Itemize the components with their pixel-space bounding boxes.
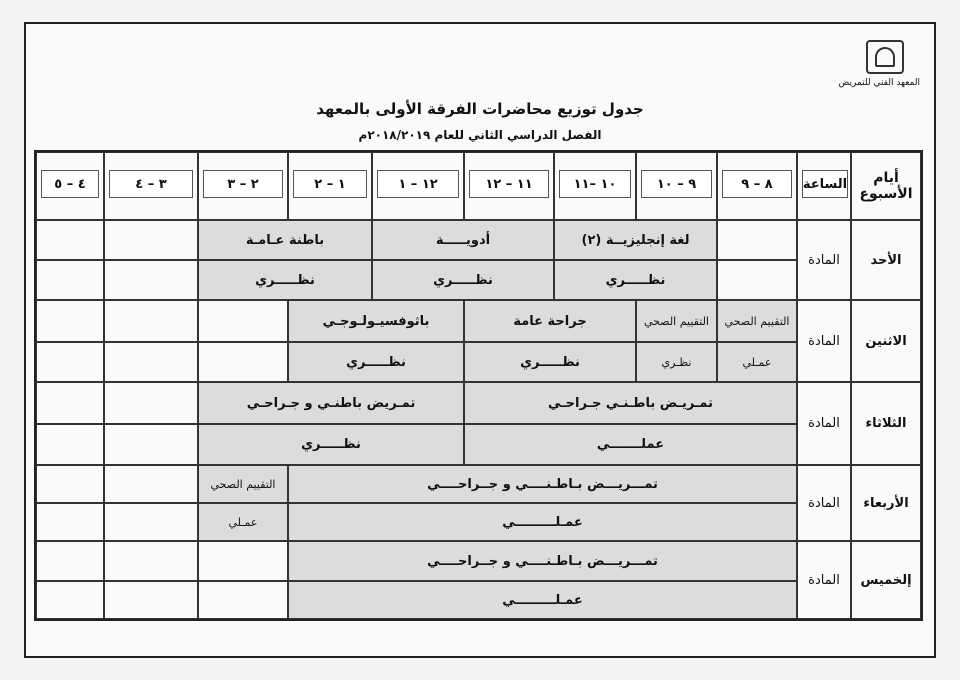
empty-cell: [198, 300, 288, 342]
empty-cell: [36, 220, 104, 260]
tue-type-2: نظـــــري: [198, 424, 464, 465]
page-title: جدول توزيع محاضرات الفرقة الأولى بالمعهد: [316, 100, 644, 118]
mon-type-2: نظـري: [636, 342, 717, 382]
tue-subject-2: تمـريض باطنـي و جـراحـي: [198, 382, 464, 424]
tue-type-1: عملـــــــي: [464, 424, 797, 465]
empty-cell: [104, 503, 198, 541]
subject-label: المادة: [797, 220, 851, 300]
sun-subject-2: أدويـــــة: [372, 220, 554, 260]
mon-subject-4: باثوفسيـولـوجـي: [288, 300, 464, 342]
hour-header: الساعة: [802, 170, 848, 198]
tue-subject-1: تمـريـض باطـنـي جـراحـي: [464, 382, 797, 424]
slot-header-5: ١٢ – ١: [377, 170, 459, 198]
empty-cell: [717, 220, 797, 260]
empty-cell: [104, 300, 198, 342]
day-sunday: الأحد: [851, 220, 921, 300]
slot-header-9: ٤ – ٥: [41, 170, 99, 198]
page-subtitle: الفصل الدراسي الثاني للعام ٢٠١٨/٢٠١٩م: [358, 128, 602, 142]
slot-header-8: ٣ – ٤: [109, 170, 193, 198]
empty-cell: [36, 382, 104, 424]
mon-type-3: نظـــــري: [464, 342, 636, 382]
slot-header-4: ١١ – ١٢: [469, 170, 549, 198]
empty-cell: [36, 300, 104, 342]
sun-type-1: نظـــــري: [554, 260, 717, 300]
sun-subject-1: لغة إنجليزيــة (٢): [554, 220, 717, 260]
empty-cell: [198, 541, 288, 581]
empty-cell: [104, 342, 198, 382]
mon-subject-1: التقييم الصحي: [717, 300, 797, 342]
day-thursday: إلخميس: [851, 541, 921, 619]
institute-name: المعهد الفني للتمريض: [838, 78, 920, 88]
empty-cell: [198, 581, 288, 619]
empty-cell: [36, 465, 104, 503]
slot-header-6: ١ – ٢: [293, 170, 367, 198]
subject-label: المادة: [797, 300, 851, 382]
empty-cell: [104, 382, 198, 424]
empty-cell: [104, 424, 198, 465]
empty-cell: [717, 260, 797, 300]
wed-type-1: عمـلـــــــــي: [288, 503, 797, 541]
subject-label: المادة: [797, 465, 851, 541]
empty-cell: [36, 342, 104, 382]
schedule-table: [34, 150, 923, 621]
empty-cell: [104, 465, 198, 503]
days-header: أيام الأسبوع: [851, 152, 921, 220]
empty-cell: [36, 503, 104, 541]
mon-type-4: نظـــــري: [288, 342, 464, 382]
mon-type-1: عمـلي: [717, 342, 797, 382]
empty-cell: [36, 424, 104, 465]
empty-cell: [36, 541, 104, 581]
mon-subject-3: جراحة عامة: [464, 300, 636, 342]
subject-label: المادة: [797, 382, 851, 465]
subject-label: المادة: [797, 541, 851, 619]
empty-cell: [104, 581, 198, 619]
sun-type-2: نظـــــري: [372, 260, 554, 300]
empty-cell: [36, 581, 104, 619]
institute-emblem-icon: [866, 40, 904, 74]
empty-cell: [104, 260, 198, 300]
thu-subject-1: تمـــريـــض بـاطـنــــي و جــراحــــي: [288, 541, 797, 581]
sun-subject-3: باطنة عـامـة: [198, 220, 372, 260]
empty-cell: [104, 541, 198, 581]
empty-cell: [36, 260, 104, 300]
wed-subject-1: تمـــريـــض بـاطـنــــي و جــراحــــي: [288, 465, 797, 503]
mon-subject-2: التقييم الصحي: [636, 300, 717, 342]
slot-header-7: ٢ – ٣: [203, 170, 283, 198]
wed-type-2: عمـلي: [198, 503, 288, 541]
institute-logo: [838, 40, 920, 88]
slot-header-3: ١٠ –١١: [559, 170, 631, 198]
day-monday: الاثنين: [851, 300, 921, 382]
sun-type-3: نظـــــري: [198, 260, 372, 300]
slot-header-1: ٨ – ٩: [722, 170, 792, 198]
empty-cell: [198, 342, 288, 382]
day-wednesday: الأربعاء: [851, 465, 921, 541]
empty-cell: [104, 220, 198, 260]
thu-type-1: عمـلـــــــــي: [288, 581, 797, 619]
slot-header-2: ٩ – ١٠: [641, 170, 712, 198]
wed-subject-2: التقييم الصحي: [198, 465, 288, 503]
day-tuesday: الثلاثاء: [851, 382, 921, 465]
